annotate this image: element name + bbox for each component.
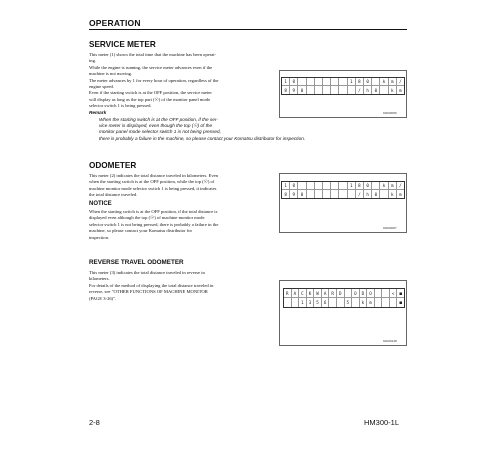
text-line: reverse, see "OTHER FUNCTIONS OF MACHINE MONITOR [89,289,208,295]
lcd-cell [331,182,339,190]
remark-title: Remark [89,110,107,115]
lcd-cell: 8 [290,78,298,86]
lcd-cell [329,298,337,307]
lcd-cell: 0 [372,86,380,94]
text-line: the total distance traveled. [89,192,138,198]
service-meter-title: SERVICE METER [89,40,156,49]
lcd-cell [315,182,323,190]
text-line: This meter (3) indicates the total distance traveled in reverse in [89,270,205,275]
lcd-cell: k [380,182,388,190]
remark-body [99,117,399,142]
lcd-cell: 1 [299,298,307,307]
lcd-row [284,298,404,307]
lcd-cell: R [284,289,292,298]
lcd-row [284,289,404,298]
text-line: machine is not moving. [89,71,133,77]
lcd-cell [307,182,315,190]
lcd-cell: C [299,289,307,298]
text-line: When the starting switch is at the OFF position, if the total distance is [89,209,218,214]
lcd-cell: m [389,182,397,190]
text-line: ing. [89,58,97,64]
lcd-cell: A [292,289,300,298]
odometer-title: ODOMETER [89,161,137,170]
odometer-lcd-figure [281,181,405,199]
lcd-cell [323,190,331,198]
service-meter-body [89,52,269,110]
lcd-cell: 6 [322,298,330,307]
lcd-cell: / [356,190,364,198]
lcd-cell [372,182,380,190]
lcd-cell: 1 [282,78,290,86]
lcd-cell: / [356,86,364,94]
lcd-cell [382,289,390,298]
lcd-cell [331,190,339,198]
lcd-cell: 8 [356,78,364,86]
lcd-cell: ■ [397,289,404,298]
text-line: there is probably a failure in the machine, so please contact your Komatsu distributor for inspection. [99,135,306,141]
lcd-cell: 3 [307,298,315,307]
lcd-cell: 0 [364,78,372,86]
notice-title: NOTICE [89,201,112,207]
lcd-cell [380,190,388,198]
lcd-cell [298,182,306,190]
text-line: when the starting switch is at the OFF position, while the top (☉) of [89,179,215,185]
lcd-cell: O [352,289,360,298]
figure-code: 9JH00148 [383,339,397,343]
text-line: displayed even although the top (☉) of machine monitor mode [89,215,205,221]
lcd-cell: m [367,298,375,307]
text-line: selector switch 1 is not being pressed, there is probably a failure in the [89,221,219,227]
lcd-cell [339,190,347,198]
lcd-cell: 1 [348,182,356,190]
text-line: will display as long as the top part (☉) of the monitor panel mode [89,96,211,102]
text-line: inspection. [89,234,110,240]
text-line: This meter (1) shows the total time that the machine has been operat- [89,52,217,57]
lcd-cell: 8 [282,86,290,94]
lcd-cell: / [397,182,404,190]
text-line: (PAGE 3-26)". [89,295,117,301]
lcd-cell: 8 [290,182,298,190]
lcd-cell: k [360,298,368,307]
lcd-cell: O [367,289,375,298]
text-line: monitor panel mode selector switch 1 is not being pressed, [99,129,221,135]
model-number: HM300-1L [364,418,400,427]
page-number: 2-8 [89,418,100,427]
text-line: machine monitor mode selector switch 1 is being pressed, it indicates [89,185,217,191]
lcd-cell [292,298,300,307]
lcd-cell: k [389,190,397,198]
lcd-cell: R [329,289,337,298]
lcd-cell: m [399,191,402,197]
lcd-cell: 5 [314,298,322,307]
lcd-cell: W [314,289,322,298]
lcd-cell [339,182,347,190]
text-line: While the engine is running, the service meter advances even if the [89,64,213,70]
lcd-cell: m [399,87,402,93]
lcd-cell: 5 [345,298,353,307]
lcd-cell [382,298,390,307]
lcd-cell [315,190,323,198]
lcd-cell [375,298,383,307]
section-header: OPERATION [89,18,141,28]
lcd-cell [337,298,345,307]
lcd-cell [390,298,398,307]
lcd-cell: / [397,78,404,86]
lcd-cell: D [360,289,368,298]
notice-body [89,209,274,241]
lcd-cell: A [322,289,330,298]
lcd-cell: < [390,289,398,298]
text-line: For details of the method of displaying the total distance traveled in [89,282,214,288]
lcd-row [282,190,404,198]
reverse-odometer-title: REVERSE TRAVEL ODOMETER [89,259,184,266]
reverse-odometer-lcd-figure [283,288,405,308]
lcd-cell: 9 [290,86,298,94]
lcd-cell [307,190,315,198]
lcd-cell [323,182,331,190]
lcd-cell: h [364,86,372,94]
lcd-cell [352,298,360,307]
lcd-cell: 0 [372,190,380,198]
lcd-cell [375,289,383,298]
lcd-cell [284,298,292,307]
lcd-cell [348,190,356,198]
figure-code: 9JD00067 [383,226,397,230]
lcd-cell: 9 [290,190,298,198]
lcd-cell: k [380,78,388,86]
lcd-row [282,182,404,190]
text-line: The meter advances by 1 for every hour of operation, regardless of the [89,77,219,83]
lcd-cell: 1 [348,78,356,86]
lcd-cell: ■ [399,300,402,305]
lcd-cell: k [389,86,397,94]
text-line: engine speed. [89,84,115,90]
lcd-cell: 1 [282,182,290,190]
odometer-body [89,173,269,199]
lcd-cell: 8 [282,190,290,198]
lcd-cell: K [307,289,315,298]
text-line: selector switch 1 is being pressed. [89,103,152,109]
service-meter-figure-frame [279,70,407,118]
header-rule [89,29,407,30]
text-line: machine, so please contact your Komatsu distributor for [89,228,193,234]
text-line: Even if the starting switch is at the OFF position, the service meter [89,90,212,96]
lcd-cell: 0 [298,190,306,198]
lcd-cell: m [389,78,397,86]
lcd-cell: D [337,289,345,298]
lcd-cell [345,289,353,298]
lcd-cell: 0 [298,86,306,94]
text-line: When the starting switch is at the OFF position, if the ser- [99,117,218,122]
lcd-cell: h [364,190,372,198]
text-line: This meter (2) indicates the total distance traveled in kilometers. Even [89,173,218,178]
text-line: vice meter is displayed, even though the top (☉) of the [99,123,213,129]
text-line: kilometers. [89,276,110,282]
figure-code: 9JD00066 [383,111,397,115]
lcd-cell: 8 [356,182,364,190]
lcd-cell: 0 [364,182,372,190]
reverse-odometer-body [89,270,269,302]
